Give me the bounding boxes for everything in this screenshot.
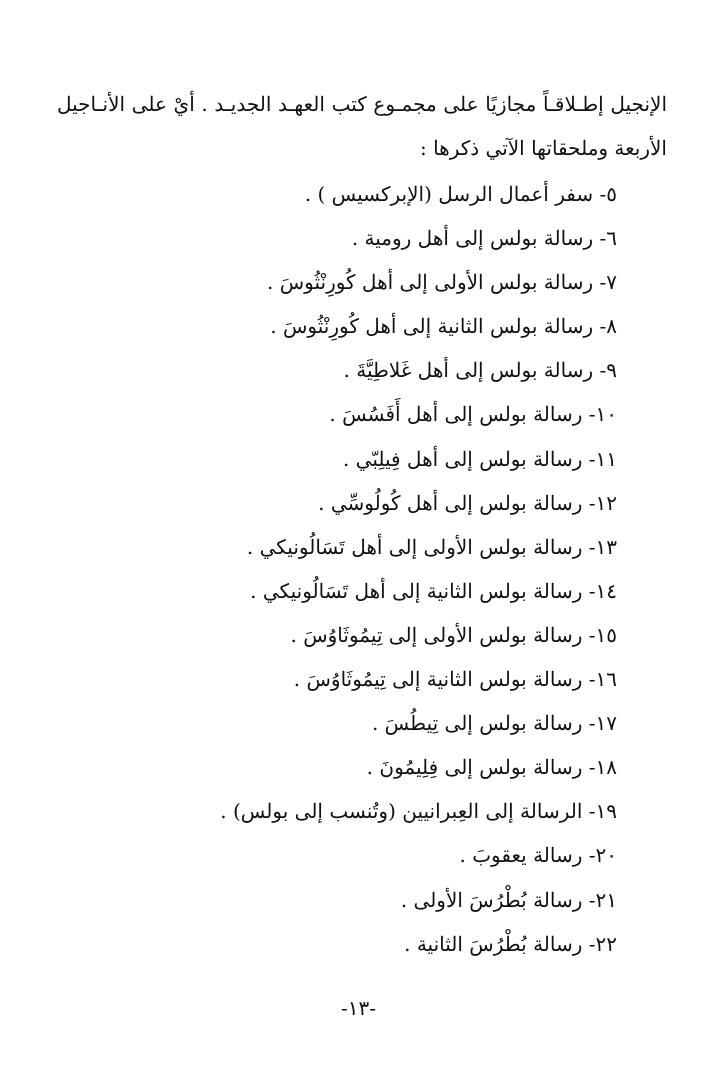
list-item: ١٣- رسالة بولس الأولى إلى أهل تَسَالُونيكي . [246, 534, 617, 559]
list-item: ٢٢- رسالة بُطْرُسَ الثانية . [404, 931, 617, 956]
list-item: ١٤- رسالة بولس الثانية إلى أهل تَسَالُونيكي . [250, 578, 617, 603]
list-item: ٦- رسالة بولس إلى أهل رومية . [351, 226, 617, 251]
intro-line-2: الأربعة وملحقاتها الآتي ذكرها : [419, 136, 667, 160]
list-item: ١٥- رسالة بولس الأولى إلى تِيمُوثَاوُسَ . [290, 622, 617, 647]
list-item: ٩- رسالة بولس إلى أهل غَلاطِيَّةَ . [343, 358, 617, 383]
list-item: ٧- رسالة بولس الأولى إلى أهل كُورِنْثُوسَ . [267, 270, 617, 295]
list-item: ٢١- رسالة بُطْرُسَ الأولى . [400, 887, 617, 912]
list-item: ٢٠- رسالة يعقوبَ . [459, 843, 617, 868]
intro-line-1: الإنجيل إطـلاقـاً مجازيًا على مجمـوع كتب العهـد الجديـد . أيْ على الأنـاجيل [57, 92, 667, 116]
list-item: ٨- رسالة بولس الثانية إلى أهل كُورِنْثُوسَ . [270, 314, 617, 339]
list-item: ١٠- رسالة بولس إلى أهل أَفَسُسَ . [329, 402, 617, 427]
list-item: ١٢- رسالة بولس إلى أهل كُولُوسِّي . [318, 490, 617, 515]
new-testament-books-list [220, 172, 617, 966]
list-item: ١٧- رسالة بولس إلى تِيطُسَ . [371, 711, 617, 736]
list-item: ٥- سفر أعمال الرسل (الإبركسيس ) . [304, 182, 617, 206]
list-item: ١٦- رسالة بولس الثانية إلى تِيمُوثَاوُسَ . [293, 667, 617, 692]
list-item: ١١- رسالة بولس إلى أهل فِيلِبّي . [342, 446, 617, 471]
list-item: ١٩- الرسالة إلى العِبرانيين (وتُنسب إلى بولس) . [220, 799, 617, 824]
list-item: ١٨- رسالة بولس إلى فِلِيمُونَ . [366, 755, 617, 780]
page-number: -١٣- [340, 996, 376, 1020]
